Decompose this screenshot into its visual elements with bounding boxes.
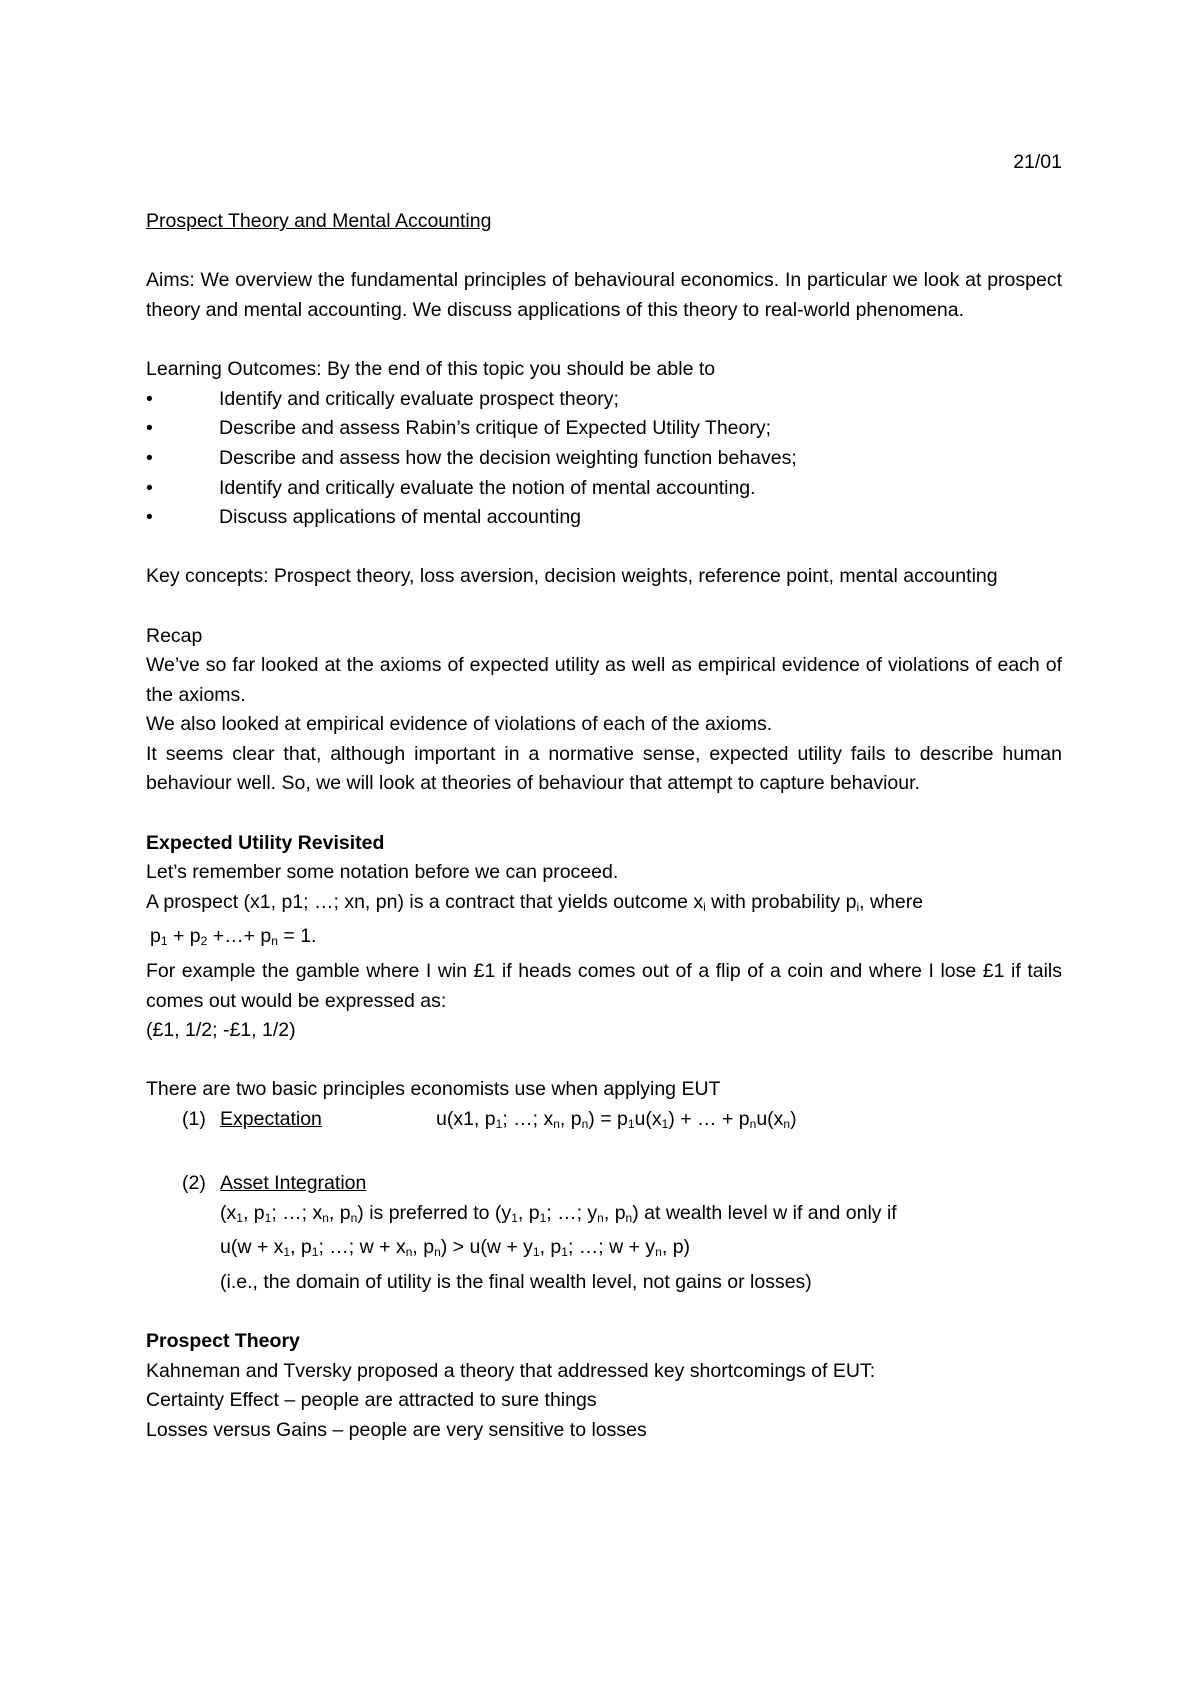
aims-paragraph: Aims: We overview the fundamental principles of behavioural economics. In particular we look at prospect theory and mental accounting. We discuss applications of this theory to real-world phenomena. (146, 269, 1062, 321)
recap-paragraph: It seems clear that, although important in a normative sense, expected utility fails to describe human behaviour well. So, we will look at theories of behaviour that attempt to capture behaviour. (146, 742, 1062, 795)
gamble-example: For example the gamble where I win £1 if heads comes out of a flip of a coin and where I lose £1 if tails comes out would be expressed as: (146, 960, 1062, 1012)
date-label: 21/01 (1013, 151, 1062, 173)
prospect-theory-line: Certainty Effect – people are attracted to sure things (146, 1389, 597, 1412)
probability-sum: $p_1 + p_2$ +…+ $p_n = 1$. (150, 925, 317, 949)
principle-label: Asset Integration (220, 1172, 367, 1195)
list-item-text: Identify and critically evaluate the notion of mental accounting. (219, 476, 756, 499)
list-item (146, 503, 1062, 533)
principle-asset-integration (146, 1169, 1062, 1199)
learning-outcomes-intro: Learning Outcomes: By the end of this topic you should be able to (146, 358, 716, 381)
recap-paragraph: We’ve so far looked at the axioms of expected utility as well as empirical evidence of violations of each of the axioms. (146, 654, 1062, 706)
asset-integration-note: (i.e., the domain of utility is the final wealth level, not gains or losses) (220, 1270, 812, 1293)
principle-number: (1) (182, 1108, 206, 1130)
document-title: Prospect Theory and Mental Accounting (146, 210, 492, 233)
list-item-text: Identify and critically evaluate prospect theory; (219, 387, 619, 410)
key-concepts-paragraph: Key concepts: Prospect theory, loss aversion, decision weights, reference point, mental accounting (146, 565, 998, 588)
learning-outcomes-list (146, 385, 1062, 533)
bullet-icon: • (146, 506, 153, 529)
list-item (146, 385, 1062, 415)
list-item-text: Describe and assess Rabin’s critique of Expected Utility Theory; (219, 417, 772, 440)
principle-expectation (146, 1105, 1062, 1140)
prospect-theory-line: Losses versus Gains – people are very sensitive to losses (146, 1418, 647, 1441)
notation-intro: Let’s remember some notation before we can proceed. (146, 861, 619, 884)
asset-integration-formula: $u(w + x_1$, $p_1$; …; $w + x_n$, $p_n) > u(w + y_1$, $p_1$; …; $w + y_n$, p) (220, 1236, 691, 1260)
document-body (146, 148, 1062, 1446)
prospect-definition: A prospect (x1, p1; …; xn, pn) is a contract that yields outcome $x_i$ with probability $p_i$, where (146, 890, 924, 914)
asset-integration-preference: ($x_1$, $p_1$; …; $x_n$, $p_n$) is preferred to ($y_1$, $p_1$; …; $y_n$, $p_n$) at wealth level w if and only if (220, 1201, 897, 1225)
bullet-icon: • (146, 476, 153, 499)
prospect-theory-heading: Prospect Theory (146, 1330, 300, 1353)
expectation-formula: u(x1, $p_1$; …; $x_n$, $p_n) = p_1u(x_1)$ + … + $p_nu(x_n)$ (436, 1108, 797, 1131)
list-item (146, 414, 1062, 444)
list-item (146, 444, 1062, 474)
recap-heading: Recap (146, 624, 203, 647)
recap-paragraph: We also looked at empirical evidence of violations of each of the axioms. (146, 713, 773, 736)
bullet-icon: • (146, 446, 153, 469)
prospect-theory-line: Kahneman and Tversky proposed a theory that addressed key shortcomings of EUT: (146, 1359, 876, 1382)
list-item-text: Describe and assess how the decision weighting function behaves; (219, 446, 797, 469)
principles-intro: There are two basic principles economists use when applying EUT (146, 1078, 721, 1101)
eu-revisited-heading: Expected Utility Revisited (146, 831, 385, 854)
principle-label: Expectation (220, 1108, 322, 1130)
bullet-icon: • (146, 417, 153, 440)
bullet-icon: • (146, 387, 153, 410)
principle-number: (2) (182, 1172, 206, 1195)
gamble-expression: (£1, 1/2; -£1, 1/2) (146, 1019, 296, 1042)
list-item (146, 474, 1062, 504)
list-item-text: Discuss applications of mental accounting (219, 506, 582, 529)
